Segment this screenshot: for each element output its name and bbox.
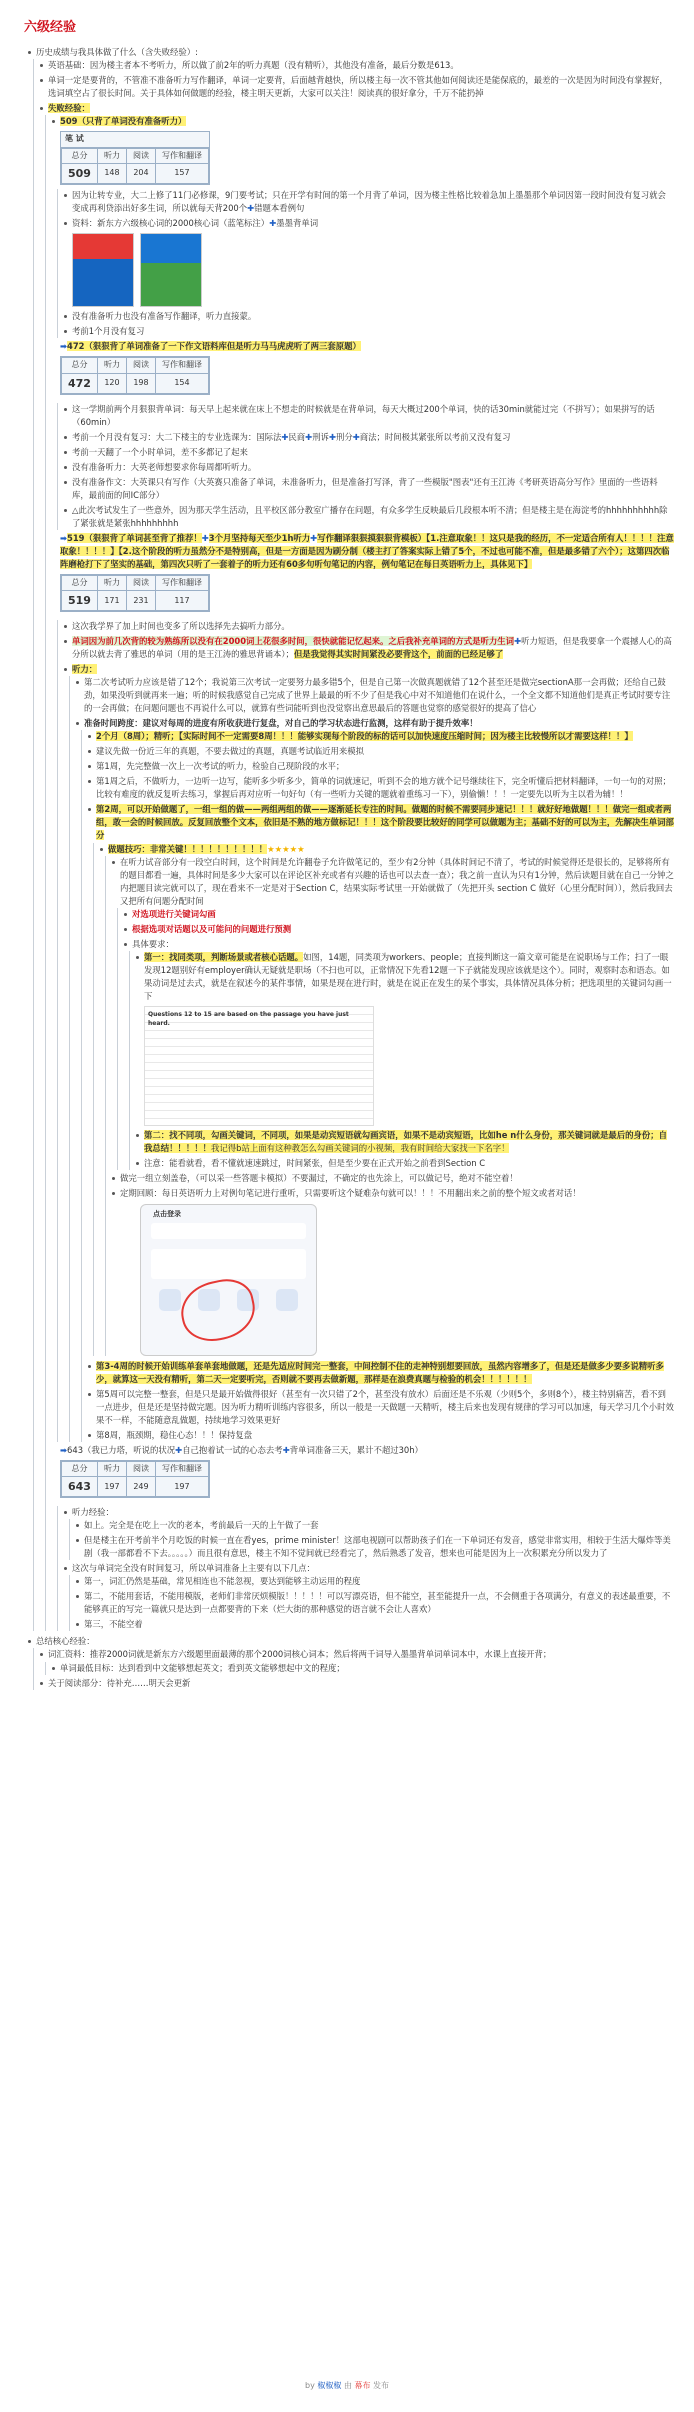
l643: 听力经验： 如上。完全是在吃上一次的老本，考前最后一天的上午做了一套 但是楼主在开考前半个月吃饭的时候一直在看yes，prime minister！这部电视剧可以帮助孩子们在一下单词还有发音，感觉非常实用，相较于生活大爆炸等美剧（我一部都看不下去。。。。。）而且很有意思，楼主不知不觉间就已经看完了，然后熟悉了发音，想来也可能是因为上一次积累充分所以发力了: [72, 1506, 674, 1560]
p472-1: 这一学期前两个月狠狠背单词：每天早上起来就在床上不想走的时候就是在背单词，每天大概过200个单词，快的话30min就能过完（不拼写）；如果拼写的话（60min）: [72, 403, 674, 429]
summary-2: 单词最低目标：达到看到中文能够想起英文；看到英文能够想起中文的程度；: [60, 1662, 674, 1675]
plus-icon: ✚: [328, 431, 336, 442]
score-card-509: 笔 试 总分 听力 阅读 写作和翻译 509 148 204 157: [60, 131, 210, 185]
outline-root: [24, 46, 674, 1689]
l643-2: 但是楼主在开考前半个月吃饭的时候一直在看yes，prime minister！这部电视剧可以帮助孩子们在一下单词还有发音，感觉非常实用，相较于生活大爆炸等美剧（我一部都看不下去。。。。。）而且很有意思，楼主不知不觉间就已经看完了，然后熟悉了发音，想来也可能是因为上一次积累充分所以发力了: [84, 1534, 674, 1560]
question-image: Questions 12 to 15 are based on the passage you have just heard.: [144, 1006, 374, 1126]
summary-3: 关于阅读部分：待补充……明天会更新: [48, 1677, 674, 1690]
step-2-note: 注意：能看就看，看不懂就速速跳过，时间紧张，但是至少要在正式开始之前看到Section C: [144, 1157, 674, 1170]
history-branch: [33, 59, 674, 1631]
skill-3: 根据选项对话题以及可能问的问题进行预测: [132, 923, 674, 936]
score-card-519: [60, 574, 210, 612]
skill-branch: [93, 843, 674, 1356]
skill-sub-branch: [117, 908, 674, 1170]
branch-643: [57, 1506, 674, 1631]
summary-item: 总结核心经验： 词汇资料：推荐2000词就是新东方六级题里面最薄的那个2000词核心词本；然后将两千词导入墨墨背单词单词本中，水课上直接开背； 单词最低目标：达到看到中文能够想起英文；看到英文能够想起中文的程度； 关于阅读部分：待补充……明天会更新: [36, 1635, 674, 1689]
plus-icon: ✚: [175, 1444, 183, 1455]
p509-1: 因为让转专业，大二上修了11门必修课，9门要考试；只在开学有时间的第一个月背了单词，因为楼主性格比较着急加上墨墨那个单词因第一段时间没有复习就会变成再利贷添出好多生词，所以就每天背200个✚错题本看例句: [72, 189, 674, 215]
p519-1: 这次我学界了加上时间也变多了所以选择先去搞听力部分。: [72, 620, 674, 633]
book-cover-image: [72, 233, 134, 307]
skill-item: 做题技巧：非常关键！！！！！！！！！！★★★★★ 在听力试音部分有一段空白时间，这个时间是允许翻卷子允许做笔记的，至少有2分钟（具体时间记不清了，考试的时候觉得还是很长的，足够将所有的题目都看一遍，具体时间是多少大家可以在评论区补充或者有兴趣的话也可以去查一查）；我之前一直认为只有1分钟，然后读题目就在自己一分钟之内把题目读完就可以了，现在看来不一定是对于Section C，结果实际考试里一开始就做了（先把开头 section C 做好（心里分配时间）），然后我回去又把所有问题分配时间 对选项进行关键词勾画 根据选项对话题以及可能问的问题进行预测 具体要求： 第一：找同类项，判断场景或者核心话题。如图，14题，同类项为workers、people；直接判断这一篇文章可能是在说职场与工作；扫了一眼发现12题别好有employer确认无疑就是职场（不扫也可以，正常情况下先看12题一下子就能发现应该就是这个）。同时，观察时态和语态。如果动词是过去式，就是在叙述今的某件事情，如果是现在进行时，就是在说正在发生的某个事实，具体情况具体分析；把选项里的关键词勾画一下 Questions 12 to 15 are based on the passage you have just heard. 第二：找不同项，勾画关键词，不同项，如果是动宾短语就勾画宾语，如果不是动宾短语，比如he n什么身份，那关键词就是最后的身份；自我总结！！！！！我记得b站上面有这种教怎么勾画关键词的小视频，我有时间给大家找一下名字！ 注意：能看就看，看不懂就速速跳过，时间紧张，但是至少要在正式开始之前看到Section C 做完一组立刻盖卷，（可以采一些答题卡模拟）不要漏过，不确定的也先涂上，可以做记号，绝对不能空着！ 定期回顾：每日英语听力上对例句笔记进行重听，只需要听这个疑难杂句就可以！！！不用翻出来之前的整个短文或者对话！ 点击登录: [108, 843, 674, 1356]
plus-icon: ✚: [201, 532, 209, 543]
score-509-item: 509（只背了单词没有准备听力） 笔 试 总分 听力 阅读 写作和翻译 509 148 204 157 因为让转专业，大二上修了11门必修课，9门要考试；只在开学有时间的第一个月背了单词，因为楼主性格比较着急加上墨墨那个单词因第一段时间没有复习就会变成再利贷添出好多生词，所以就每天背200个✚错题本看例句 资料：新东方六级核心词的2000核心词（蓝笔标注）✚墨墨背单词 没有准备听力也没有准备写作翻译，听力直接蒙。 考前1个月没有复习: [60, 115, 674, 338]
brand-link[interactable]: 幕布: [354, 2380, 371, 2390]
score-table-519: 总分 听力 阅读 写作和翻译 519 171 231 117: [61, 575, 209, 611]
arrow-icon: ➡: [60, 532, 68, 543]
l643-branch: [69, 1519, 674, 1560]
plan-2: 建议先做一份近三年的真题，不要去做过的真题，真题考试临近用来模拟: [96, 745, 674, 758]
arrow-icon: ➡: [60, 341, 68, 352]
p472-2: 考前一个月没有复习：大二下楼主的专业选课为：国际法✚民商✚刑诉✚刑分✚商法；时间极其紧张所以考前又没有复习: [72, 431, 674, 444]
summary-1: 词汇资料：推荐2000词就是新东方六级题里面最薄的那个2000词核心词本；然后将两千词导入墨墨背单词单词本中，水课上直接开背； 单词最低目标：达到看到中文能够想起英文；看到英文能够想起中文的程度；: [48, 1648, 674, 1674]
score-table-472: 总分 听力 阅读 写作和翻译 472 120 198 154: [61, 357, 209, 393]
example-branch: [129, 951, 674, 1170]
history-item: 历史成绩与我具体做了什么（含失败经验）: 英语基础：因为楼主者本不考听力，所以做了前2年的听力真题（没有精听），其他没有准备，最后分数是613。 单词一定是要背的，不管准不准备听力写作翻译，单词一定要背，后面越背越快，所以楼主每一次不管其他如何阅读还是能保底的，最差的一次是因为时间没有掌握好，选词填空占了很长时间。关于具体如何做题的经验，楼主明天更新，大家可以关注！阅读真的很好拿分，千万不能扔掉 失败经验： 509（只背了单词没有准备听力） 笔 试 总分 听力 阅读 写作和翻译 509 148 204 157 因为让转专业，大二上修了11门必修课，9门要考试；只在开学有时间的第一个月背了单词，因为楼主性格比较着急加上墨墨那个单词因第一段时间没有复习就会变成再利贷添出好多生词，所以就每天背200个✚错题本看例句 资料：新东方六级核心词的2000核心词（蓝笔标注）✚墨墨背单词 没有准备听力也没有准备写作翻译，听力直接蒙。 考前1个月没有复习 ➡472（狠狠背了单词准备了一下作文语料库但是听力马马虎虎听了两三套原题） 总分 听力 阅读 写作和翻译 472 120 198 154 这一学期前两个月狠狠背单词：每天早上起来就在床上不想走的时候就是在背单词，每天大概过200个单词，快的话30min就能过完（不拼写）；如果拼写的话（60min） 考前一个月没有复习：大二下楼主的专业选课为：国际法✚民商✚刑诉✚刑分✚商法；时间极其紧张所以考前又没有复习 考前一天翻了一个小时单词，差不多都记了起来 没有准备听力：大英老师想要求你每周都听听力。 没有准备作文：大英课只有写作（大英赛只准备了单词，未准备听力，但是准备打写泽，背了一些模版"图表"还有王江涛《考研英语高分写作》里面的一些语料库，最前面的间IC部分） △此次考试发生了一些意外，因为那天学生活动，且平校区部分教室广播存在问题，有众多学生反映最后几段根本听不清；但是楼主是在海淀考的hhhhhhhhhh除了紧张就是紧张hhhhhhhhh ➡519（狠狠背了单词甚至背了推荐！✚3个月坚持每天至少1h听力✚写作翻译狠狠摸狠狠背模板）【1.注意取象！！这只是我的经历，不一定适合所有人！！！！注意取象！！！！】【2.这个阶段的听力虽然分不是特别高，但是一方面是因为刷分制（楼主打了答案实际上错了5个，不过也可能不准，但是最多错了六个）；这第四次临阵磨枪打下了坚实的基础，第四次只听了一套着子的听力还有60多句听句笔记的内容，例句笔记在每日英语听力上，具体见下】 总分 听力 阅读 写作和翻译 519 171 231 117 这次我学界了加上时间也变多了所以选择先去搞听力部分。 单词因为前几次背的较为熟练所以没有在2000词上花很多时间，很快就能记忆起来。之后我补充单词的方式是听力生词✚听力短语，但是我要拿一个震撼人心的高分所以就去背了雅思的单词（用的是王江涛的雅思背诵本）；但是我觉得其实时间紧没必要背这个，前面的已经足够了 听力： 第二次考试听力应该是错了12个；我说第三次考试一定要努力最多错5个，但是自己第一次做真题就错了12个甚至还是做完sectionA那一会再做；还给自己鼓劲，如果没听到就再来一遍；听的时候我感觉自己完成了世界上最最的听不少了但是我心中对不知道他们在说什么，一个全文都不知道他们是真正考试时要专注的一会再做；在问题问题也不再说什么可以，就算有些词能听到也没觉察出意思最后的答题也觉察的感觉很好的提高了信心 准备时间跨度：建议对每周的进度有所收获进行复盘，对自己的学习状态进行监测，这样有助于提升效率！ 2个月（8周）；精听；【实际时间不一定需要8周！！！能够实现每个阶段的标的话可以加快速度压缩时间；因为楼主比较慢所以才需要这样！！】 建议先做一份近三年的真题，不要去做过的真题，真题考试临近用来模拟 第1周，先完整做一次上一次考试的听力，检验自己现阶段的水平； 第1周之后，不做听力，一边听一边写，能听多少听多少，简单的词就速记，听到不会的地方就个记号继续往下，完全听懂后把材料翻译，一句一句的对照；比较有难度的就反复听去练习，掌握后再对应听一句好句（有一些听力关键的题就着重练习一下），别偷懒！！！一定要先以听为主以看为辅！！ 第2周，可以开始做题了，一组一组的做——两组两组的做——逐渐延长专注的时间。做题的时候不需要同步速记！！！就好好地做题！！！做完一组或者两组，敢一会的时候回放。反复回放整个文本，依旧是不熟的地方做标记！！！这个阶段要比较好的同学可以做题为主；基础不好的可以为主，先解决生单词部分 做题技巧：非常关键！！！！！！！！！！★★★★★ 在听力试音部分有一段空白时间，这个时间是允许翻卷子允许做笔记的，至少有2分钟（具体时间记不清了，考试的时候觉得还是很长的，足够将所有的题目都看一遍，具体时间是多少大家可以在评论区补充或者有兴趣的话也可以去查一查）；我之前一直认为只有1分钟，然后读题目就在自己一分钟之内把题目读完就可以了，现在看来不一定是对于Section C，结果实际考试里一开始就做了（先把开头 section C 做好（心里分配时间）），然后我回去又把所有问题分配时间 对选项进行关键词勾画 根据选项对话题以及可能问的问题进行预测 具体要求： 第一：找同类项，判断场景或者核心话题。如图，14题，同类项为workers、people；直接判断这一篇文章可能是在说职场与工作；扫了一眼发现12题别好有employer确认无疑就是职场（不扫也可以，正常情况下先看12题一下子就能发现应该就是这个）。同时，观察时态和语态。如果动词是过去式，就是在叙述今的某件事情，如果是现在进行时，就是在说正在发生的某个事实，具体情况具体分析；把选项里的关键词勾画一下 Questions 12 to 15 are based on the passage you have just heard. 第二：找不同项，勾画关键词，不同项，如果是动宾短语就勾画宾语，如果不是动宾短语，比如he n什么身份，那关键词就是最后的身份；自我总结！！！！！我记得b站上面有这种教怎么勾画关键词的小视频，我有时间给大家找一下名字！ 注意：能看就看，看不懂就速速跳过，时间紧张，但是至少要在正式开始之前看到Section C 做完一组立刻盖卷，（可以采一些答题卡模拟）不要漏过，不确定的也先涂上，可以做记号，绝对不能空着！ 定期回顾：每日英语听力上对例句笔记进行重听，只需要听这个疑难杂句就可以！！！不用翻出来之前的整个短文或者对话！ 点击登录 第3-4周的时候开始训练单套单套地做题，还是先适应时间完一整套，中间控制不住的走神特别想要回放，虽然内容增多了，但是还是做多少要多说精听多少，就算这一天没有精听，第二天一定要听完，否则就不要再去做新题，那样是在浪费真题与检验的机会！！！！！！ 第5周可以完整一整套，但是只是最开始做得很好（甚至有一次只错了2个，甚至没有放水）后面还是不乐观（少则5个，多则8个），楼主特别痛苦，看不到一点进步，但是还是坚持做完题。因为听力精听训练内容很多，所以一般是一天做题一天精听，楼主后来也发现有规律的学习可以加速，每天学习几个小时效果不一样，不能随意乱做题，持续地学习效果更好 第8周，瓶颈期，稳住心态！！！保持复盘 ➡643（我已力塔，听说的状况✚自己抱着试一试的心态去考✚背单词准备三天，累计不超过30h） 总分 听力 阅读 写作和翻译 643 197 249 197 听力经验： 如上。完全是在吃上一次的老本，考前最后一天的上午做了一套 但是楼主在开考前半个月吃饭的时候一直在看yes，prime minister！这部电视剧可以帮助孩子们在一下单词还有发音，感觉非常实用，相较于生活大爆炸等美剧（我一部都看不下去。。。。。）而且很有意思，楼主不知不觉间就已经看完了，然后熟悉了发音，想来也可能是因为上一次积累充分所以发力了 这次与单词完全没有时间复习，所以单词准备上主要有以下几点： 第一，词汇仍然是基础，常见相连也不能忽视，要达到能够主动运用的程度 第二，不能用套话，不能用模版，老师们非常厌烦模版！！！！！可以写漂亮语，但不能空，甚至能提升一点，不会侧重于各项满分，有意义的表述最重要，不能够真正的写完一篇就只是达到一点都要背的下来（烂大街的那种感觉的语言就不会让人喜欢） 第三，不能空着: [36, 46, 674, 1631]
l519-1: 第二次考试听力应该是错了12个；我说第三次考试一定要努力最多错5个，但是自己第一次做真题就错了12个甚至还是做完sectionA那一会再做；还给自己鼓劲，如果没听到就再来一遍；听的时候我感觉自己完成了世界上最最的听不少了但是我心中对不知道他们在说什么，一个全文都不知道他们是真正考试时要专注的一会再做；在问题问题也不再说什么可以，就算有些词能听到也没觉察出意思最后的答题也觉察的感觉很好的提高了信心: [84, 676, 674, 715]
book-images: [72, 233, 674, 307]
step-2: 第二：找不同项，勾画关键词，不同项，如果是动宾短语就勾画宾语，如果不是动宾短语，比如he n什么身份，那关键词就是最后的身份；自我总结！！！！！我记得b站上面有这种教怎么勾画关键词的小视频，我有时间给大家找一下名字！: [144, 1129, 674, 1155]
score-card-472: [60, 356, 210, 394]
book-cover-image: [140, 233, 202, 307]
red-circle-annotation: [176, 1274, 261, 1347]
p472-4: 没有准备听力：大英老师想要求你每周都听听力。: [72, 461, 674, 474]
p519-listening: 听力： 第二次考试听力应该是错了12个；我说第三次考试一定要努力最多错5个，但是自己第一次做真题就错了12个甚至还是做完sectionA那一会再做；还给自己鼓劲，如果没听到就再来一遍；听的时候我感觉自己完成了世界上最最的听不少了但是我心中对不知道他们在说什么，一个全文都不知道他们是真正考试时要专注的一会再做；在问题问题也不再说什么可以，就算有些词能听到也没觉察出意思最后的答题也觉察的感觉很好的提高了信心 准备时间跨度：建议对每周的进度有所收获进行复盘，对自己的学习状态进行监测，这样有助于提升效率！ 2个月（8周）；精听；【实际时间不一定需要8周！！！能够实现每个阶段的标的话可以加快速度压缩时间；因为楼主比较慢所以才需要这样！！】 建议先做一份近三年的真题，不要去做过的真题，真题考试临近用来模拟 第1周，先完整做一次上一次考试的听力，检验自己现阶段的水平； 第1周之后，不做听力，一边听一边写，能听多少听多少，简单的词就速记，听到不会的地方就个记号继续往下，完全听懂后把材料翻译，一句一句的对照；比较有难度的就反复听去练习，掌握后再对应听一句好句（有一些听力关键的题就着重练习一下），别偷懒！！！一定要先以听为主以看为辅！！ 第2周，可以开始做题了，一组一组的做——两组两组的做——逐渐延长专注的时间。做题的时候不需要同步速记！！！就好好地做题！！！做完一组或者两组，敢一会的时候回放。反复回放整个文本，依旧是不熟的地方做标记！！！这个阶段要比较好的同学可以做题为主；基础不好的可以为主，先解决生单词部分 做题技巧：非常关键！！！！！！！！！！★★★★★ 在听力试音部分有一段空白时间，这个时间是允许翻卷子允许做笔记的，至少有2分钟（具体时间记不清了，考试的时候觉得还是很长的，足够将所有的题目都看一遍，具体时间是多少大家可以在评论区补充或者有兴趣的话也可以去查一查）；我之前一直认为只有1分钟，然后读题目就在自己一分钟之内把题目读完就可以了，现在看来不一定是对于Section C，结果实际考试里一开始就做了（先把开头 section C 做好（心里分配时间）），然后我回去又把所有问题分配时间 对选项进行关键词勾画 根据选项对话题以及可能问的问题进行预测 具体要求： 第一：找同类项，判断场景或者核心话题。如图，14题，同类项为workers、people；直接判断这一篇文章可能是在说职场与工作；扫了一眼发现12题别好有employer确认无疑就是职场（不扫也可以，正常情况下先看12题一下子就能发现应该就是这个）。同时，观察时态和语态。如果动词是过去式，就是在叙述今的某件事情，如果是现在进行时，就是在说正在发生的某个事实，具体情况具体分析；把选项里的关键词勾画一下 Questions 12 to 15 are based on the passage you have just heard. 第二：找不同项，勾画关键词，不同项，如果是动宾短语就勾画宾语，如果不是动宾短语，比如he n什么身份，那关键词就是最后的身份；自我总结！！！！！我记得b站上面有这种教怎么勾画关键词的小视频，我有时间给大家找一下名字！ 注意：能看就看，看不懂就速速跳过，时间紧张，但是至少要在正式开始之前看到Section C 做完一组立刻盖卷，（可以采一些答题卡模拟）不要漏过，不确定的也先涂上，可以做记号，绝对不能空着！ 定期回顾：每日英语听力上对例句笔记进行重听，只需要听这个疑难杂句就可以！！！不用翻出来之前的整个短文或者对话！ 点击登录 第3-4周的时候开始训练单套单套地做题，还是先适应时间完一整套，中间控制不住的走神特别想要回放，虽然内容增多了，但是还是做多少要多说精听多少，就算这一天没有精听，第二天一定要听完，否则就不要再去做新题，那样是在浪费真题与检验的机会！！！！！！ 第5周可以完整一整套，但是只是最开始做得很好（甚至有一次只错了2个，甚至没有放水）后面还是不乐观（少则5个，多则8个），楼主特别痛苦，看不到一点进步，但是还是坚持做完题。因为听力精听训练内容很多，所以一般是一天做题一天精听，楼主后来也发现有规律的学习可以加速，每天学习几个小时效果不一样，不能随意乱做题，持续地学习效果更好 第8周，瓶颈期，稳住心态！！！保持复盘: [72, 663, 674, 1442]
plus-icon: ✚: [352, 431, 360, 442]
plus-icon: ✚: [305, 431, 313, 442]
p519-words: 单词因为前几次背的较为熟练所以没有在2000词上花很多时间，很快就能记忆起来。之后我补充单词的方式是听力生词✚听力短语，但是我要拿一个震撼人心的高分所以就去背了雅思的单词（用的是王江涛的雅思背诵本）；但是我觉得其实时间紧没必要背这个，前面的已经足够了: [72, 635, 674, 661]
v643-1: 第一，词汇仍然是基础，常见相连也不能忽视，要达到能够主动运用的程度: [84, 1575, 674, 1588]
step-1: 第一：找同类项，判断场景或者核心话题。如图，14题，同类项为workers、people；直接判断这一篇文章可能是在说职场与工作；扫了一眼发现12题别好有employer确认无疑就是职场（不扫也可以，正常情况下先看12题一下子就能发现应该就是这个）。同时，观察时态和语态。如果动词是过去式，就是在叙述今的某件事情，如果是现在进行时，就是在说正在发生的某个事实，具体情况具体分析；把选项里的关键词勾画一下 Questions 12 to 15 are based on the passage you have just heard.: [144, 951, 674, 1126]
v643-2: 第二，不能用套话，不能用模版，老师们非常厌烦模版！！！！！可以写漂亮语，但不能空，甚至能提升一点，不会侧重于各项满分，有意义的表述最重要，不能够真正的写完一篇就只是达到一点都要背的下来（烂大街的那种感觉的语言就不会让人喜欢）: [84, 1590, 674, 1616]
plan-4: 第1周之后，不做听力，一边听一边写，能听多少听多少，简单的词就速记，听到不会的地方就个记号继续往下，完全听懂后把材料翻译，一句一句的对照；比较有难度的就反复听去练习，掌握后再对应听一句好句（有一些听力关键的题就着重练习一下），别偷懒！！！一定要先以听为主以看为辅！！: [96, 775, 674, 801]
dict-item: 定期回顾：每日英语听力上对例句笔记进行重听，只需要听这个疑难杂句就可以！！！不用翻出来之前的整个短文或者对话！ 点击登录: [120, 1187, 674, 1356]
score-519-item: ➡519（狠狠背了单词甚至背了推荐！✚3个月坚持每天至少1h听力✚写作翻译狠狠摸狠狠背模板）【1.注意取象！！这只是我的经历，不一定适合所有人！！！！注意取象！！！！】【2.这个阶段的听力虽然分不是特别高，但是一方面是因为刷分制（楼主打了答案实际上错了5个，不过也可能不准，但是最多错了六个）；这第四次临阵磨枪打下了坚实的基础，第四次只听了一套着子的听力还有60多句听句笔记的内容，例句笔记在每日英语听力上，具体见下】 总分 听力 阅读 写作和翻译 519 171 231 117 这次我学界了加上时间也变多了所以选择先去搞听力部分。 单词因为前几次背的较为熟练所以没有在2000词上花很多时间，很快就能记忆起来。之后我补充单词的方式是听力生词✚听力短语，但是我要拿一个震撼人心的高分所以就去背了雅思的单词（用的是王江涛的雅思背诵本）；但是我觉得其实时间紧没必要背这个，前面的已经足够了 听力： 第二次考试听力应该是错了12个；我说第三次考试一定要努力最多错5个，但是自己第一次做真题就错了12个甚至还是做完sectionA那一会再做；还给自己鼓劲，如果没听到就再来一遍；听的时候我感觉自己完成了世界上最最的听不少了但是我心中对不知道他们在说什么，一个全文都不知道他们是真正考试时要专注的一会再做；在问题问题也不再说什么可以，就算有些词能听到也没觉察出意思最后的答题也觉察的感觉很好的提高了信心 准备时间跨度：建议对每周的进度有所收获进行复盘，对自己的学习状态进行监测，这样有助于提升效率！ 2个月（8周）；精听；【实际时间不一定需要8周！！！能够实现每个阶段的标的话可以加快速度压缩时间；因为楼主比较慢所以才需要这样！！】 建议先做一份近三年的真题，不要去做过的真题，真题考试临近用来模拟 第1周，先完整做一次上一次考试的听力，检验自己现阶段的水平； 第1周之后，不做听力，一边听一边写，能听多少听多少，简单的词就速记，听到不会的地方就个记号继续往下，完全听懂后把材料翻译，一句一句的对照；比较有难度的就反复听去练习，掌握后再对应听一句好句（有一些听力关键的题就着重练习一下），别偷懒！！！一定要先以听为主以看为辅！！ 第2周，可以开始做题了，一组一组的做——两组两组的做——逐渐延长专注的时间。做题的时候不需要同步速记！！！就好好地做题！！！做完一组或者两组，敢一会的时候回放。反复回放整个文本，依旧是不熟的地方做标记！！！这个阶段要比较好的同学可以做题为主；基础不好的可以为主，先解决生单词部分 做题技巧：非常关键！！！！！！！！！！★★★★★ 在听力试音部分有一段空白时间，这个时间是允许翻卷子允许做笔记的，至少有2分钟（具体时间记不清了，考试的时候觉得还是很长的，足够将所有的题目都看一遍，具体时间是多少大家可以在评论区补充或者有兴趣的话也可以去查一查）；我之前一直认为只有1分钟，然后读题目就在自己一分钟之内把题目读完就可以了，现在看来不一定是对于Section C，结果实际考试里一开始就做了（先把开头 section C 做好（心里分配时间）），然后我回去又把所有问题分配时间 对选项进行关键词勾画 根据选项对话题以及可能问的问题进行预测 具体要求： 第一：找同类项，判断场景或者核心话题。如图，14题，同类项为workers、people；直接判断这一篇文章可能是在说职场与工作；扫了一眼发现12题别好有employer确认无疑就是职场（不扫也可以，正常情况下先看12题一下子就能发现应该就是这个）。同时，观察时态和语态。如果动词是过去式，就是在叙述今的某件事情，如果是现在进行时，就是在说正在发生的某个事实，具体情况具体分析；把选项里的关键词勾画一下 Questions 12 to 15 are based on the passage you have just heard. 第二：找不同项，勾画关键词，不同项，如果是动宾短语就勾画宾语，如果不是动宾短语，比如he n什么身份，那关键词就是最后的身份；自我总结！！！！！我记得b站上面有这种教怎么勾画关键词的小视频，我有时间给大家找一下名字！ 注意：能看就看，看不懂就速速跳过，时间紧张，但是至少要在正式开始之前看到Section C 做完一组立刻盖卷，（可以采一些答题卡模拟）不要漏过，不确定的也先涂上，可以做记号，绝对不能空着！ 定期回顾：每日英语听力上对例句笔记进行重听，只需要听这个疑难杂句就可以！！！不用翻出来之前的整个短文或者对话！ 点击登录 第3-4周的时候开始训练单套单套地做题，还是先适应时间完一整套，中间控制不住的走神特别想要回放，虽然内容增多了，但是还是做多少要多说精听多少，就算这一天没有精听，第二天一定要听完，否则就不要再去做新题，那样是在浪费真题与检验的机会！！！！！！ 第5周可以完整一整套，但是只是最开始做得很好（甚至有一次只错了2个，甚至没有放水）后面还是不乐观（少则5个，多则8个），楼主特别痛苦，看不到一点进步，但是还是坚持做完题。因为听力精听训练内容很多，所以一般是一天做题一天精听，楼主后来也发现有规律的学习可以加速，每天学习几个小时效果不一样，不能随意乱做题，持续地学习效果更好 第8周，瓶颈期，稳住心态！！！保持复盘: [60, 532, 674, 1442]
plan-item: 准备时间跨度：建议对每周的进度有所收获进行复盘，对自己的学习状态进行监测，这样有助于提升效率！ 2个月（8周）；精听；【实际时间不一定需要8周！！！能够实现每个阶段的标的话可以加快速度压缩时间；因为楼主比较慢所以才需要这样！！】 建议先做一份近三年的真题，不要去做过的真题，真题考试临近用来模拟 第1周，先完整做一次上一次考试的听力，检验自己现阶段的水平； 第1周之后，不做听力，一边听一边写，能听多少听多少，简单的词就速记，听到不会的地方就个记号继续往下，完全听懂后把材料翻译，一句一句的对照；比较有难度的就反复听去练习，掌握后再对应听一句好句（有一些听力关键的题就着重练习一下），别偷懒！！！一定要先以听为主以看为辅！！ 第2周，可以开始做题了，一组一组的做——两组两组的做——逐渐延长专注的时间。做题的时候不需要同步速记！！！就好好地做题！！！做完一组或者两组，敢一会的时候回放。反复回放整个文本，依旧是不熟的地方做标记！！！这个阶段要比较好的同学可以做题为主；基础不好的可以为主，先解决生单词部分 做题技巧：非常关键！！！！！！！！！！★★★★★ 在听力试音部分有一段空白时间，这个时间是允许翻卷子允许做笔记的，至少有2分钟（具体时间记不清了，考试的时候觉得还是很长的，足够将所有的题目都看一遍，具体时间是多少大家可以在评论区补充或者有兴趣的话也可以去查一查）；我之前一直认为只有1分钟，然后读题目就在自己一分钟之内把题目读完就可以了，现在看来不一定是对于Section C，结果实际考试里一开始就做了（先把开头 section C 做好（心里分配时间）），然后我回去又把所有问题分配时间 对选项进行关键词勾画 根据选项对话题以及可能问的问题进行预测 具体要求： 第一：找同类项，判断场景或者核心话题。如图，14题，同类项为workers、people；直接判断这一篇文章可能是在说职场与工作；扫了一眼发现12题别好有employer确认无疑就是职场（不扫也可以，正常情况下先看12题一下子就能发现应该就是这个）。同时，观察时态和语态。如果动词是过去式，就是在叙述今的某件事情，如果是现在进行时，就是在说正在发生的某个事实，具体情况具体分析；把选项里的关键词勾画一下 Questions 12 to 15 are based on the passage you have just heard. 第二：找不同项，勾画关键词，不同项，如果是动宾短语就勾画宾语，如果不是动宾短语，比如he n什么身份，那关键词就是最后的身份；自我总结！！！！！我记得b站上面有这种教怎么勾画关键词的小视频，我有时间给大家找一下名字！ 注意：能看就看，看不懂就速速跳过，时间紧张，但是至少要在正式开始之前看到Section C 做完一组立刻盖卷，（可以采一些答题卡模拟）不要漏过，不确定的也先涂上，可以做记号，绝对不能空着！ 定期回顾：每日英语听力上对例句笔记进行重听，只需要听这个疑难杂句就可以！！！不用翻出来之前的整个短文或者对话！ 点击登录 第3-4周的时候开始训练单套单套地做题，还是先适应时间完一整套，中间控制不住的走神特别想要回放，虽然内容增多了，但是还是做多少要多说精听多少，就算这一天没有精听，第二天一定要听完，否则就不要再去做新题，那样是在浪费真题与检验的机会！！！！！！ 第5周可以完整一整套，但是只是最开始做得很好（甚至有一次只错了2个，甚至没有放水）后面还是不乐观（少则5个，多则8个），楼主特别痛苦，看不到一点进步，但是还是坚持做完题。因为听力精听训练内容很多，所以一般是一天做题一天精听，楼主后来也发现有规律的学习可以加速，每天学习几个小时效果不一样，不能随意乱做题，持续地学习效果更好 第8周，瓶颈期，稳住心态！！！保持复盘: [84, 717, 674, 1442]
score-card-643: [60, 1460, 210, 1498]
plus-icon: ✚: [281, 431, 289, 442]
plus-icon: ✚: [282, 1444, 290, 1455]
branch-509: [57, 189, 674, 338]
app-bar-shape: [151, 1223, 306, 1239]
listening-branch: [69, 676, 674, 1442]
english-basics: 英语基础：因为楼主者本不考听力，所以做了前2年的听力真题（没有精听），其他没有准备，最后分数是613。: [48, 59, 674, 72]
summary-branch: [33, 1648, 674, 1689]
fail-branch: [45, 115, 674, 1631]
branch-472: [57, 403, 674, 530]
plus-icon: ✚: [247, 203, 255, 214]
footer: by 椒椒椒 由 幕布 发布: [305, 2380, 389, 2390]
plus-icon: ✚: [514, 636, 522, 647]
score-table-509: 总分 听力 阅读 写作和翻译 509 148 204 157: [61, 148, 209, 184]
example-item: 具体要求： 第一：找同类项，判断场景或者核心话题。如图，14题，同类项为workers、people；直接判断这一篇文章可能是在说职场与工作；扫了一眼发现12题别好有employer确认无疑就是职场（不扫也可以，正常情况下先看12题一下子就能发现应该就是这个）。同时，观察时态和语态。如果动词是过去式，就是在叙述今的某件事情，如果是现在进行时，就是在说正在发生的某个事实，具体情况具体分析；把选项里的关键词勾画一下 Questions 12 to 15 are based on the passage you have just heard. 第二：找不同项，勾画关键词，不同项，如果是动宾短语就勾画宾语，如果不是动宾短语，比如he n什么身份，那关键词就是最后的身份；自我总结！！！！！我记得b站上面有这种教怎么勾画关键词的小视频，我有时间给大家找一下名字！ 注意：能看就看，看不懂就速速跳过，时间紧张，但是至少要在正式开始之前看到Section C: [132, 938, 674, 1170]
summary-1-branch: [45, 1662, 674, 1675]
v643-3: 第三，不能空着: [84, 1618, 674, 1631]
star-icons: ★★★★★: [267, 843, 305, 854]
plan-7: 第5周可以完整一整套，但是只是最开始做得很好（甚至有一次只错了2个，甚至没有放水）后面还是不乐观（少则5个，多则8个），楼主特别痛苦，看不到一点进步，但是还是坚持做完题。因为听力精听训练内容很多，所以一般是一天做题一天精听，楼主后来也发现有规律的学习可以加速，每天学习几个小时效果不一样，不能随意乱做题，持续地学习效果更好: [96, 1388, 674, 1427]
plus-icon: ✚: [310, 532, 318, 543]
p509-2: 资料：新东方六级核心词的2000核心词（蓝笔标注）✚墨墨背单词: [72, 217, 674, 307]
fail-experience: 失败经验： 509（只背了单词没有准备听力） 笔 试 总分 听力 阅读 写作和翻译 509 148 204 157 因为让转专业，大二上修了11门必修课，9门要考试；只在开学有时间的第一个月背了单词，因为楼主性格比较着急加上墨墨那个单词因第一段时间没有复习就会变成再利贷添出好多生词，所以就每天背200个✚错题本看例句 资料：新东方六级核心词的2000核心词（蓝笔标注）✚墨墨背单词 没有准备听力也没有准备写作翻译，听力直接蒙。 考前1个月没有复习 ➡472（狠狠背了单词准备了一下作文语料库但是听力马马虎虎听了两三套原题） 总分 听力 阅读 写作和翻译 472 120 198 154 这一学期前两个月狠狠背单词：每天早上起来就在床上不想走的时候就是在背单词，每天大概过200个单词，快的话30min就能过完（不拼写）；如果拼写的话（60min） 考前一个月没有复习：大二下楼主的专业选课为：国际法✚民商✚刑诉✚刑分✚商法；时间极其紧张所以考前又没有复习 考前一天翻了一个小时单词，差不多都记了起来 没有准备听力：大英老师想要求你每周都听听力。 没有准备作文：大英课只有写作（大英赛只准备了单词，未准备听力，但是准备打写泽，背了一些模版"图表"还有王江涛《考研英语高分写作》里面的一些语料库，最前面的间IC部分） △此次考试发生了一些意外，因为那天学生活动，且平校区部分教室广播存在问题，有众多学生反映最后几段根本听不清；但是楼主是在海淀考的hhhhhhhhhh除了紧张就是紧张hhhhhhhhh ➡519（狠狠背了单词甚至背了推荐！✚3个月坚持每天至少1h听力✚写作翻译狠狠摸狠狠背模板）【1.注意取象！！这只是我的经历，不一定适合所有人！！！！注意取象！！！！】【2.这个阶段的听力虽然分不是特别高，但是一方面是因为刷分制（楼主打了答案实际上错了5个，不过也可能不准，但是最多错了六个）；这第四次临阵磨枪打下了坚实的基础，第四次只听了一套着子的听力还有60多句听句笔记的内容，例句笔记在每日英语听力上，具体见下】 总分 听力 阅读 写作和翻译 519 171 231 117 这次我学界了加上时间也变多了所以选择先去搞听力部分。 单词因为前几次背的较为熟练所以没有在2000词上花很多时间，很快就能记忆起来。之后我补充单词的方式是听力生词✚听力短语，但是我要拿一个震撼人心的高分所以就去背了雅思的单词（用的是王江涛的雅思背诵本）；但是我觉得其实时间紧没必要背这个，前面的已经足够了 听力： 第二次考试听力应该是错了12个；我说第三次考试一定要努力最多错5个，但是自己第一次做真题就错了12个甚至还是做完sectionA那一会再做；还给自己鼓劲，如果没听到就再来一遍；听的时候我感觉自己完成了世界上最最的听不少了但是我心中对不知道他们在说什么，一个全文都不知道他们是真正考试时要专注的一会再做；在问题问题也不再说什么可以，就算有些词能听到也没觉察出意思最后的答题也觉察的感觉很好的提高了信心 准备时间跨度：建议对每周的进度有所收获进行复盘，对自己的学习状态进行监测，这样有助于提升效率！ 2个月（8周）；精听；【实际时间不一定需要8周！！！能够实现每个阶段的标的话可以加快速度压缩时间；因为楼主比较慢所以才需要这样！！】 建议先做一份近三年的真题，不要去做过的真题，真题考试临近用来模拟 第1周，先完整做一次上一次考试的听力，检验自己现阶段的水平； 第1周之后，不做听力，一边听一边写，能听多少听多少，简单的词就速记，听到不会的地方就个记号继续往下，完全听懂后把材料翻译，一句一句的对照；比较有难度的就反复听去练习，掌握后再对应听一句好句（有一些听力关键的题就着重练习一下），别偷懒！！！一定要先以听为主以看为辅！！ 第2周，可以开始做题了，一组一组的做——两组两组的做——逐渐延长专注的时间。做题的时候不需要同步速记！！！就好好地做题！！！做完一组或者两组，敢一会的时候回放。反复回放整个文本，依旧是不熟的地方做标记！！！这个阶段要比较好的同学可以做题为主；基础不好的可以为主，先解决生单词部分 做题技巧：非常关键！！！！！！！！！！★★★★★ 在听力试音部分有一段空白时间，这个时间是允许翻卷子允许做笔记的，至少有2分钟（具体时间记不清了，考试的时候觉得还是很长的，足够将所有的题目都看一遍，具体时间是多少大家可以在评论区补充或者有兴趣的话也可以去查一查）；我之前一直认为只有1分钟，然后读题目就在自己一分钟之内把题目读完就可以了，现在看来不一定是对于Section C，结果实际考试里一开始就做了（先把开头 section C 做好（心里分配时间）），然后我回去又把所有问题分配时间 对选项进行关键词勾画 根据选项对话题以及可能问的问题进行预测 具体要求： 第一：找同类项，判断场景或者核心话题。如图，14题，同类项为workers、people；直接判断这一篇文章可能是在说职场与工作；扫了一眼发现12题别好有employer确认无疑就是职场（不扫也可以，正常情况下先看12题一下子就能发现应该就是这个）。同时，观察时态和语态。如果动词是过去式，就是在叙述今的某件事情，如果是现在进行时，就是在说正在发生的某个事实，具体情况具体分析；把选项里的关键词勾画一下 Questions 12 to 15 are based on the passage you have just heard. 第二：找不同项，勾画关键词，不同项，如果是动宾短语就勾画宾语，如果不是动宾短语，比如he n什么身份，那关键词就是最后的身份；自我总结！！！！！我记得b站上面有这种教怎么勾画关键词的小视频，我有时间给大家找一下名字！ 注意：能看就看，看不懂就速速跳过，时间紧张，但是至少要在正式开始之前看到Section C 做完一组立刻盖卷，（可以采一些答题卡模拟）不要漏过，不确定的也先涂上，可以做记号，绝对不能空着！ 定期回顾：每日英语听力上对例句笔记进行重听，只需要听这个疑难杂句就可以！！！不用翻出来之前的整个短文或者对话！ 点击登录 第3-4周的时候开始训练单套单套地做题，还是先适应时间完一整套，中间控制不住的走神特别想要回放，虽然内容增多了，但是还是做多少要多说精听多少，就算这一天没有精听，第二天一定要听完，否则就不要再去做新题，那样是在浪费真题与检验的机会！！！！！！ 第5周可以完整一整套，但是只是最开始做得很好（甚至有一次只错了2个，甚至没有放水）后面还是不乐观（少则5个，多则8个），楼主特别痛苦，看不到一点进步，但是还是坚持做完题。因为听力精听训练内容很多，所以一般是一天做题一天精听，楼主后来也发现有规律的学习可以加速，每天学习几个小时效果不一样，不能随意乱做题，持续地学习效果更好 第8周，瓶颈期，稳住心态！！！保持复盘 ➡643（我已力塔，听说的状况✚自己抱着试一试的心态去考✚背单词准备三天，累计不超过30h） 总分 听力 阅读 写作和翻译 643 197 249 197 听力经验： 如上。完全是在吃上一次的老本，考前最后一天的上午做了一套 但是楼主在开考前半个月吃饭的时候一直在看yes，prime minister！这部电视剧可以帮助孩子们在一下单词还有发音，感觉非常实用，相较于生活大爆炸等美剧（我一部都看不下去。。。。。）而且很有意思，楼主不知不觉间就已经看完了，然后熟悉了发音，想来也可能是因为上一次积累充分所以发力了 这次与单词完全没有时间复习，所以单词准备上主要有以下几点： 第一，词汇仍然是基础，常见相连也不能忽视，要达到能够主动运用的程度 第二，不能用套话，不能用模版，老师们非常厌烦模版！！！！！可以写漂亮语，但不能空，甚至能提升一点，不会侧重于各项满分，有意义的表述最重要，不能够真正的写完一篇就只是达到一点都要背的下来（烂大街的那种感觉的语言就不会让人喜欢） 第三，不能空着: [48, 102, 674, 1631]
branch-519: [57, 620, 674, 1442]
plan-3: 第1周，先完整做一次上一次考试的听力，检验自己现阶段的水平；: [96, 760, 674, 773]
p472-3: 考前一天翻了一个小时单词，差不多都记了起来: [72, 446, 674, 459]
vocab643-branch: [69, 1575, 674, 1631]
doubt-item: 做完一组立刻盖卷，（可以采一些答题卡模拟）不要漏过，不确定的也先涂上，可以做记号，绝对不能空着！: [120, 1172, 674, 1185]
l643-1: 如上。完全是在吃上一次的老本，考前最后一天的上午做了一套: [84, 1519, 674, 1532]
plan-5: 第2周，可以开始做题了，一组一组的做——两组两组的做——逐渐延长专注的时间。做题的时候不需要同步速记！！！就好好地做题！！！做完一组或者两组，敢一会的时候回放。反复回放整个文本，依旧是不熟的地方做标记！！！这个阶段要比较好的同学可以做题为主；基础不好的可以为主，先解决生单词部分 做题技巧：非常关键！！！！！！！！！！★★★★★ 在听力试音部分有一段空白时间，这个时间是允许翻卷子允许做笔记的，至少有2分钟（具体时间记不清了，考试的时候觉得还是很长的，足够将所有的题目都看一遍，具体时间是多少大家可以在评论区补充或者有兴趣的话也可以去查一查）；我之前一直认为只有1分钟，然后读题目就在自己一分钟之内把题目读完就可以了，现在看来不一定是对于Section C，结果实际考试里一开始就做了（先把开头 section C 做好（心里分配时间）），然后我回去又把所有问题分配时间 对选项进行关键词勾画 根据选项对话题以及可能问的问题进行预测 具体要求： 第一：找同类项，判断场景或者核心话题。如图，14题，同类项为workers、people；直接判断这一篇文章可能是在说职场与工作；扫了一眼发现12题别好有employer确认无疑就是职场（不扫也可以，正常情况下先看12题一下子就能发现应该就是这个）。同时，观察时态和语态。如果动词是过去式，就是在叙述今的某件事情，如果是现在进行时，就是在说正在发生的某个事实，具体情况具体分析；把选项里的关键词勾画一下 Questions 12 to 15 are based on the passage you have just heard. 第二：找不同项，勾画关键词，不同项，如果是动宾短语就勾画宾语，如果不是动宾短语，比如he n什么身份，那关键词就是最后的身份；自我总结！！！！！我记得b站上面有这种教怎么勾画关键词的小视频，我有时间给大家找一下名字！ 注意：能看就看，看不懂就速速跳过，时间紧张，但是至少要在正式开始之前看到Section C 做完一组立刻盖卷，（可以采一些答题卡模拟）不要漏过，不确定的也先涂上，可以做记号，绝对不能空着！ 定期回顾：每日英语听力上对例句笔记进行重听，只需要听这个疑难杂句就可以！！！不用翻出来之前的整个短文或者对话！ 点击登录: [96, 803, 674, 1355]
vocab643: 这次与单词完全没有时间复习，所以单词准备上主要有以下几点： 第一，词汇仍然是基础，常见相连也不能忽视，要达到能够主动运用的程度 第二，不能用套话，不能用模版，老师们非常厌烦模版！！！！！可以写漂亮语，但不能空，甚至能提升一点，不会侧重于各项满分，有意义的表述最重要，不能够真正的写完一篇就只是达到一点都要背的下来（烂大街的那种感觉的语言就不会让人喜欢） 第三，不能空着: [72, 1562, 674, 1631]
arrow-icon: ➡: [60, 1444, 68, 1455]
skill-2: 对选项进行关键词勾画: [132, 908, 674, 921]
score-643-item: ➡643（我已力塔，听说的状况✚自己抱着试一试的心态去考✚背单词准备三天，累计不超过30h） 总分 听力 阅读 写作和翻译 643 197 249 197 听力经验： 如上。完全是在吃上一次的老本，考前最后一天的上午做了一套 但是楼主在开考前半个月吃饭的时候一直在看yes，prime minister！这部电视剧可以帮助孩子们在一下单词还有发音，感觉非常实用，相较于生活大爆炸等美剧（我一部都看不下去。。。。。）而且很有意思，楼主不知不觉间就已经看完了，然后熟悉了发音，想来也可能是因为上一次积累充分所以发力了 这次与单词完全没有时间复习，所以单词准备上主要有以下几点： 第一，词汇仍然是基础，常见相连也不能忽视，要达到能够主动运用的程度 第二，不能用套话，不能用模版，老师们非常厌烦模版！！！！！可以写漂亮语，但不能空，甚至能提升一点，不会侧重于各项满分，有意义的表述最重要，不能够真正的写完一篇就只是达到一点都要背的下来（烂大街的那种感觉的语言就不会让人喜欢） 第三，不能空着: [60, 1444, 674, 1632]
skill-detail-branch: [105, 856, 674, 1356]
score-table-643: 总分 听力 阅读 写作和翻译 643 197 249 197: [61, 1461, 209, 1497]
p509-4: 考前1个月没有复习: [72, 325, 674, 338]
plan-6: 第3-4周的时候开始训练单套单套地做题，还是先适应时间完一整套，中间控制不住的走神特别想要回放，虽然内容增多了，但是还是做多少要多说精听多少，就算这一天没有精听，第二天一定要听完，否则就不要再去做新题，那样是在浪费真题与检验的机会！！！！！！: [96, 1360, 674, 1386]
app-card-shape: [151, 1249, 306, 1279]
plus-icon: ✚: [269, 218, 277, 229]
page-title: 六级经验: [24, 20, 77, 35]
p472-6: △此次考试发生了一些意外，因为那天学生活动，且平校区部分教室广播存在问题，有众多学生反映最后几段根本听不清；但是楼主是在海淀考的hhhhhhhhhh除了紧张就是紧张hhhhhhhhh: [72, 504, 674, 530]
author-link[interactable]: 椒椒椒: [317, 2380, 342, 2390]
p472-5: 没有准备作文：大英课只有写作（大英赛只准备了单词，未准备听力，但是准备打写泽，背了一些模版"图表"还有王江涛《考研英语高分写作》里面的一些语料库，最前面的间IC部分）: [72, 476, 674, 502]
skill-1: 在听力试音部分有一段空白时间，这个时间是允许翻卷子允许做笔记的，至少有2分钟（具体时间记不清了，考试的时候觉得还是很长的，足够将所有的题目都看一遍，具体时间是多少大家可以在评论区补充或者有兴趣的话也可以去查一查）；我之前一直认为只有1分钟，然后读题目就在自己一分钟之内把题目读完就可以了，现在看来不一定是对于Section C，结果实际考试里一开始就做了（先把开头 section C 做好（心里分配时间）），然后我回去又把所有问题分配时间 对选项进行关键词勾画 根据选项对话题以及可能问的问题进行预测 具体要求： 第一：找同类项，判断场景或者核心话题。如图，14题，同类项为workers、people；直接判断这一篇文章可能是在说职场与工作；扫了一眼发现12题别好有employer确认无疑就是职场（不扫也可以，正常情况下先看12题一下子就能发现应该就是这个）。同时，观察时态和语态。如果动词是过去式，就是在叙述今的某件事情，如果是现在进行时，就是在说正在发生的某个事实，具体情况具体分析；把选项里的关键词勾画一下 Questions 12 to 15 are based on the passage you have just heard. 第二：找不同项，勾画关键词，不同项，如果是动宾短语就勾画宾语，如果不是动宾短语，比如he n什么身份，那关键词就是最后的身份；自我总结！！！！！我记得b站上面有这种教怎么勾画关键词的小视频，我有时间给大家找一下名字！ 注意：能看就看，看不懂就速速跳过，时间紧张，但是至少要在正式开始之前看到Section C: [120, 856, 674, 1170]
p509-3: 没有准备听力也没有准备写作翻译，听力直接蒙。: [72, 310, 674, 323]
plan-1: 2个月（8周）；精听；【实际时间不一定需要8周！！！能够实现每个阶段的标的话可以加快速度压缩时间；因为楼主比较慢所以才需要这样！！】: [96, 730, 674, 743]
word-basics: 单词一定是要背的，不管准不准备听力写作翻译，单词一定要背，后面越背越快，所以楼主每一次不管其他如何阅读还是能保底的，最差的一次是因为时间没有掌握好，选词填空占了很长时间。关于具体如何做题的经验，楼主明天更新，大家可以关注！阅读真的很好拿分，千万不能扔掉: [48, 74, 674, 100]
score-472-item: ➡472（狠狠背了单词准备了一下作文语料库但是听力马马虎虎听了两三套原题） 总分 听力 阅读 写作和翻译 472 120 198 154 这一学期前两个月狠狠背单词：每天早上起来就在床上不想走的时候就是在背单词，每天大概过200个单词，快的话30min就能过完（不拼写）；如果拼写的话（60min） 考前一个月没有复习：大二下楼主的专业选课为：国际法✚民商✚刑诉✚刑分✚商法；时间极其紧张所以考前又没有复习 考前一天翻了一个小时单词，差不多都记了起来 没有准备听力：大英老师想要求你每周都听听力。 没有准备作文：大英课只有写作（大英赛只准备了单词，未准备听力，但是准备打写泽，背了一些模版"图表"还有王江涛《考研英语高分写作》里面的一些语料库，最前面的间IC部分） △此次考试发生了一些意外，因为那天学生活动，且平校区部分教室广播存在问题，有众多学生反映最后几段根本听不清；但是楼主是在海淀考的hhhhhhhhhh除了紧张就是紧张hhhhhhhhh: [60, 340, 674, 530]
plan-branch: [81, 730, 674, 1441]
plan-8: 第8周，瓶颈期，稳住心态！！！保持复盘: [96, 1429, 674, 1442]
app-screenshot-image: 点击登录: [140, 1204, 317, 1356]
